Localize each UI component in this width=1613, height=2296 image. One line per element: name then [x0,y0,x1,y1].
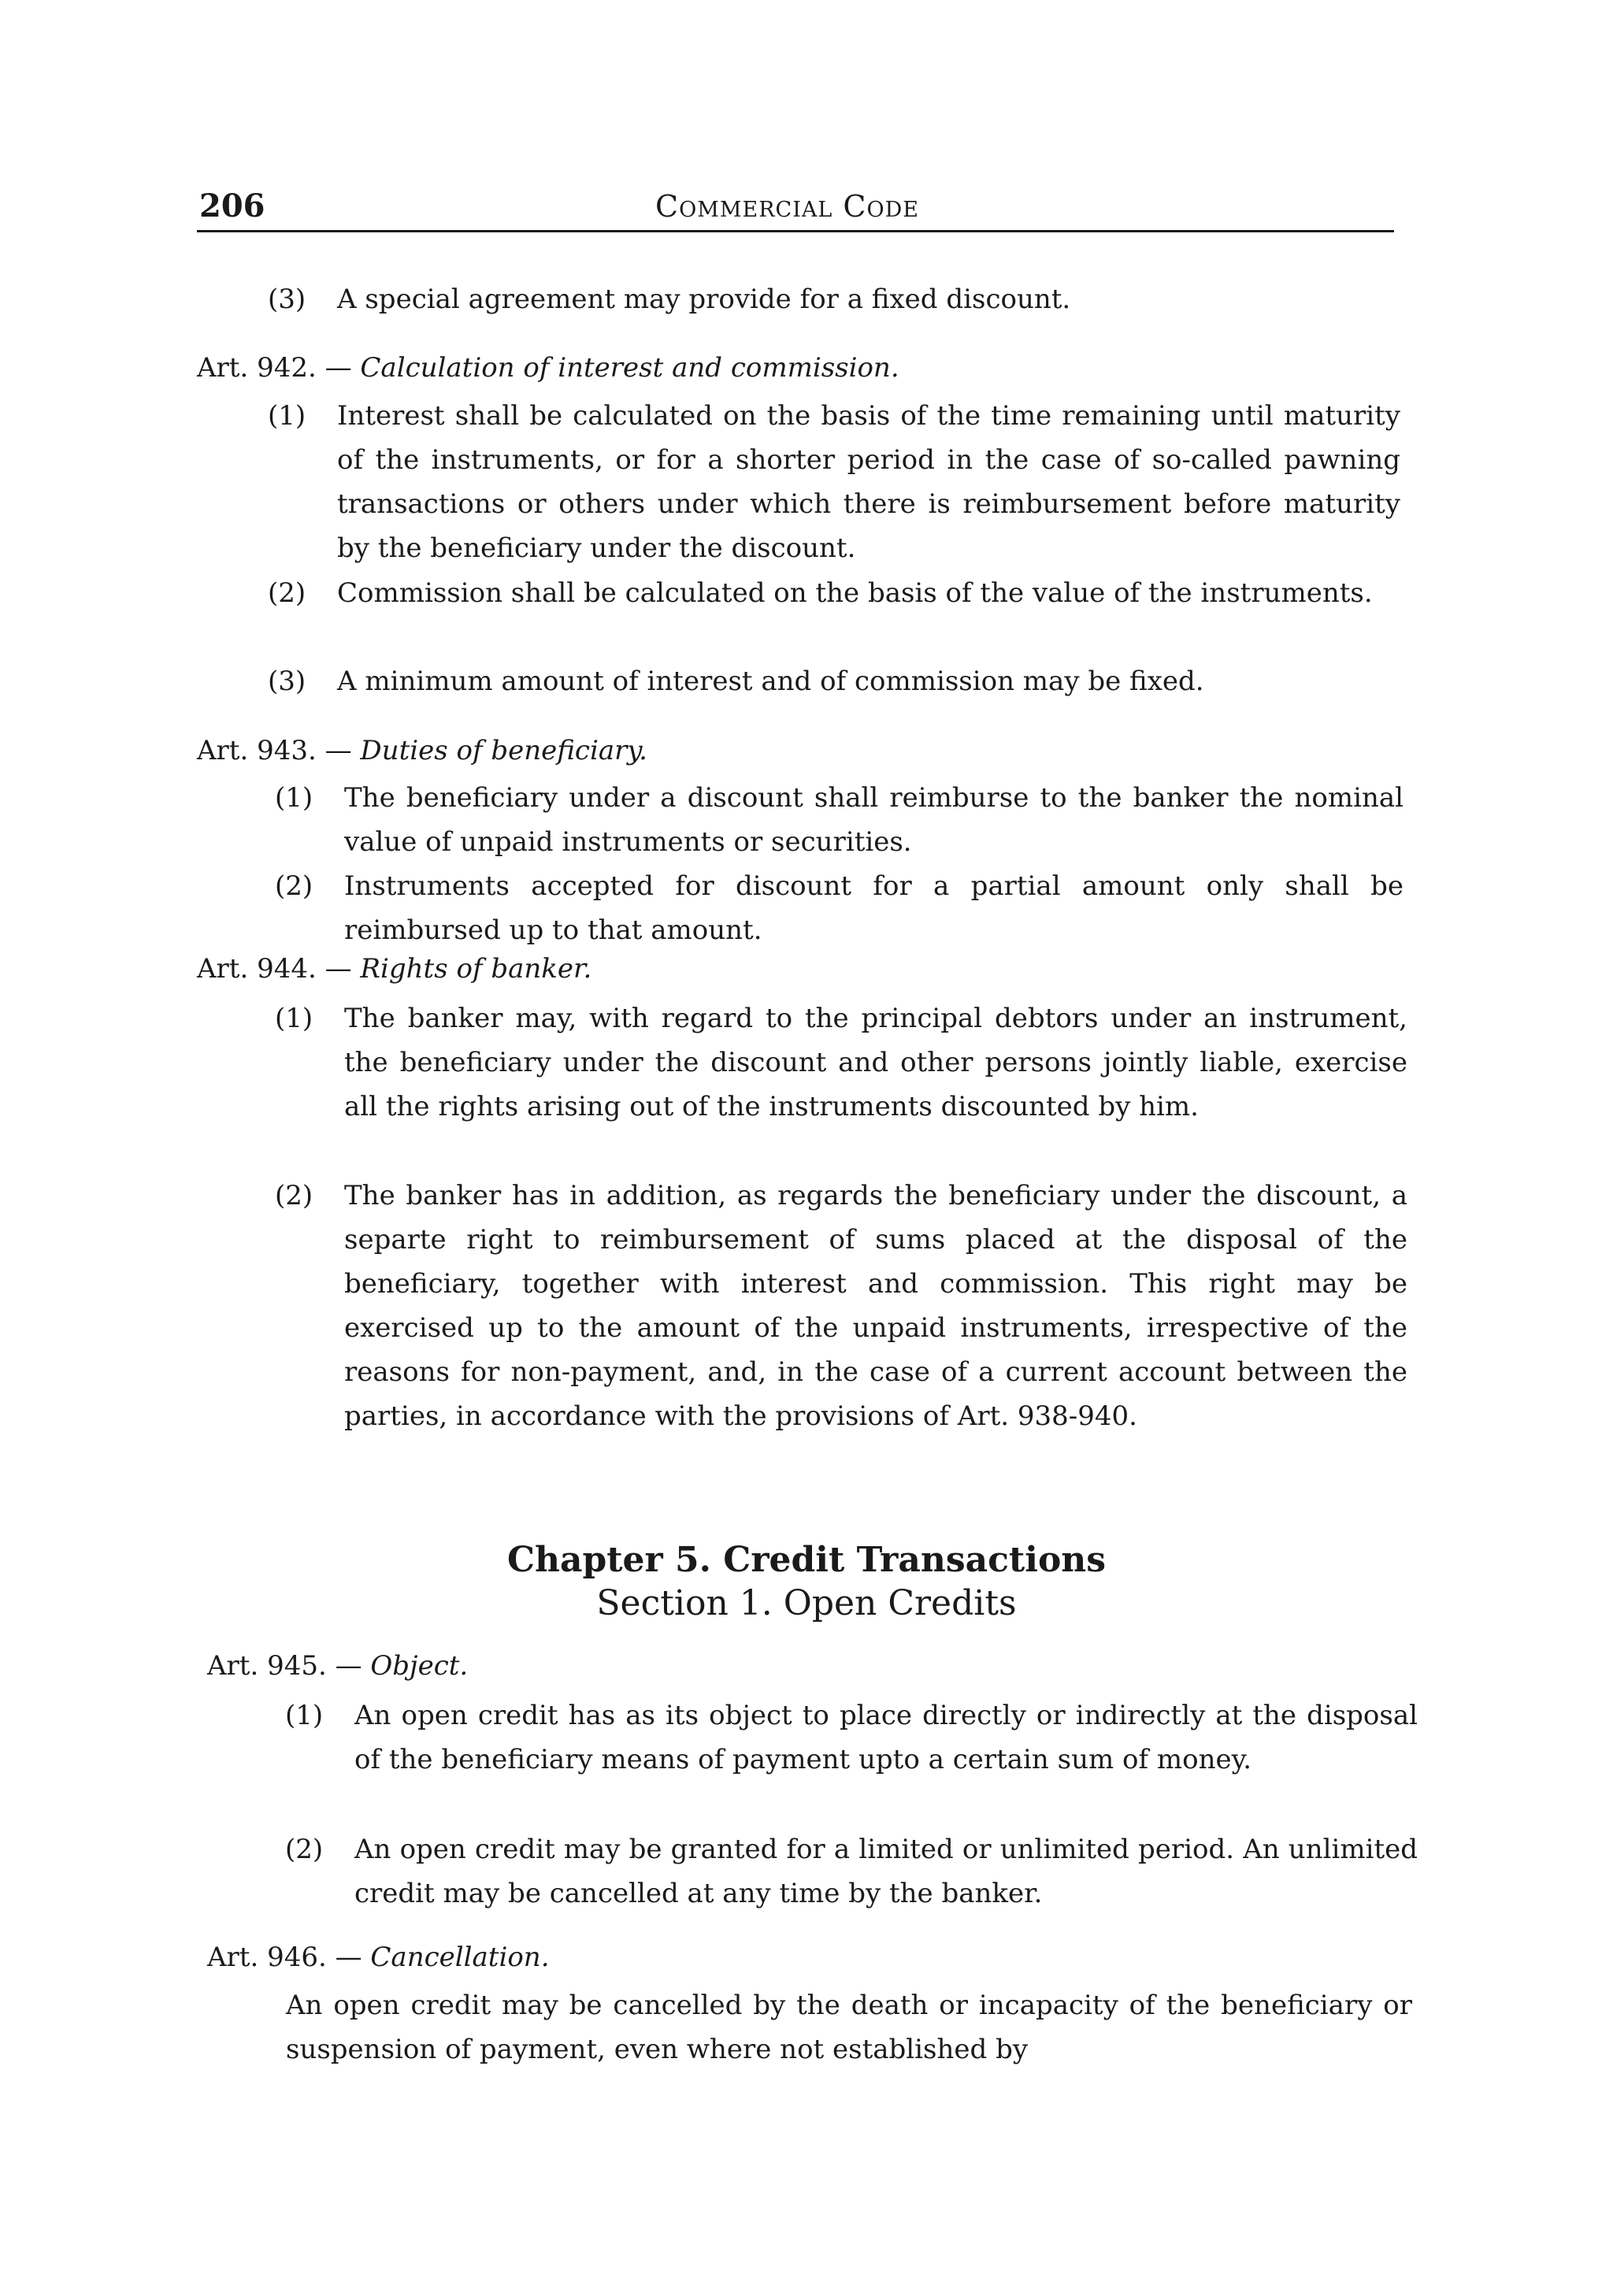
article-heading [207,1942,550,1973]
chapter-title: Chapter 5. Credit Transactions [506,1540,1107,1580]
item-text: Commission shall be calculated on the basis of the value of the instruments. [337,577,1373,609]
running-head: Commercial Code [655,189,919,224]
list-item [275,864,1403,952]
list-item [275,996,1407,1129]
list-item [285,1827,1418,1916]
item-number: (3) [268,666,306,697]
item-number: (2) [285,1834,324,1865]
item-number: (3) [268,284,306,315]
article-number: Art. 946. — [207,1942,362,1973]
article-heading [197,953,591,985]
list-item [268,394,1400,570]
article-heading [207,1650,468,1682]
article-heading [197,352,899,384]
list-item [268,659,1400,703]
article-title: Cancellation. [370,1942,550,1973]
article-number: Art. 944. — [197,953,352,985]
article-title: Duties of beneficiary. [360,735,647,766]
header-rule [197,230,1394,232]
article-number: Art. 945. — [207,1650,362,1682]
item-text: An open credit has as its object to place directly or indirectly at the disposal of the beneficiary means of payment upto a certain sum of money. [354,1700,1418,1775]
item-text: The banker may, with regard to the principal debtors under an instrument, the beneficiary under the discount and other persons jointly liable, exercise all the rights arising out of the instruments discounted by him. [344,1003,1407,1122]
item-number: (1) [285,1700,324,1731]
article-title: Object. [370,1650,469,1682]
article-number: Art. 942. — [197,352,352,384]
item-text: Instruments accepted for discount for a partial amount only shall be reimbursed up to that amount. [344,870,1403,946]
item-number: (1) [275,782,313,814]
item-text: A minimum amount of interest and of commission may be fixed. [337,666,1204,697]
list-item [275,776,1403,864]
item-number: (2) [275,1180,313,1211]
list-item [275,1174,1407,1438]
list-item [268,277,1400,321]
item-text: The banker has in addition, as regards the beneficiary under the discount, a separte right to reimbursement of sums placed at the disposal of the beneficiary, together with interest and commission. This right may be exercised up to the amount of the unpaid instruments, irrespective of the reasons for non-payment, and, in the case of a current account between the parties, in accordance with the provisions of Art. 938-940. [344,1180,1407,1432]
item-text: A special agreement may provide for a fixed discount. [337,284,1071,315]
article-title: Calculation of interest and commission. [360,352,899,384]
page-number: 206 [199,187,265,224]
item-text: The beneficiary under a discount shall reimburse to the banker the nominal value of unpaid instruments or securities. [344,782,1403,858]
item-number: (2) [268,577,306,609]
item-number: (2) [275,870,313,902]
item-number: (1) [275,1003,313,1034]
item-text: An open credit may be granted for a limited or unlimited period. An unlimited credit may be cancelled at any time by the banker. [354,1834,1418,1909]
article-number: Art. 943. — [197,735,352,766]
list-item [285,1693,1418,1782]
section-title: Section 1. Open Credits [596,1583,1017,1623]
article-heading [197,735,647,766]
list-item [268,571,1400,615]
paragraph: An open credit may be cancelled by the death or incapacity of the beneficiary or suspension of payment, even where not established by [286,1990,1412,2065]
item-number: (1) [268,400,306,432]
item-text: Interest shall be calculated on the basis of the time remaining until maturity of the instruments, or for a shorter period in the case of so-called pawning transactions or others under which there is reimbursement before maturity by the beneficiary under the discount. [337,400,1400,564]
article-title: Rights of banker. [360,953,592,985]
